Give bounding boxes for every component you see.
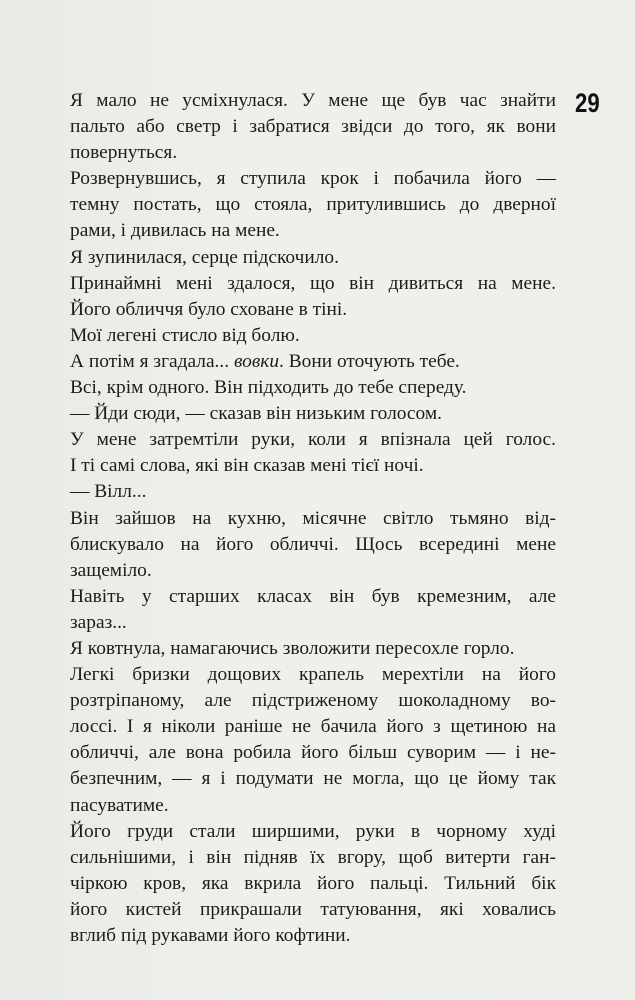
text-line: сильнішими, і він підняв їх вгору, щоб витерти ган- — [70, 846, 556, 868]
page-number: 29 — [575, 88, 600, 118]
text-line: повернуться. — [70, 142, 178, 164]
text-line: У мене затремтіли руки, коли я впізнала цей голос. — [70, 429, 556, 451]
paragraph — [70, 427, 556, 479]
text-line: блискувало на його обличчі. Щось всередині мене — [70, 533, 556, 555]
paragraph — [70, 401, 556, 427]
text-line: обличчі, але вона робила його більш суворим — і не- — [70, 742, 556, 764]
italic-word: вовки — [233, 350, 280, 372]
paragraph — [70, 375, 556, 401]
paragraph — [70, 323, 556, 349]
text-line: пальто або светр і забратися звідси до того, як вони — [70, 116, 556, 138]
text-line: І ті самі слова, які він сказав мені тієї ночі. — [70, 455, 424, 477]
paragraph — [70, 479, 556, 505]
paragraph — [70, 349, 556, 375]
text-line: защеміло. — [70, 559, 152, 581]
text-line: Він зайшов на кухню, місячне світло тьмяно від- — [70, 507, 556, 529]
text-line: рами, і дивилась на мене. — [70, 220, 280, 242]
body-text — [70, 88, 556, 949]
text-line: темну постать, що стояла, притулившись до дверної — [70, 194, 556, 216]
paragraph — [70, 636, 556, 662]
paragraph — [70, 662, 556, 819]
text-segment: А потім я згадала... — [70, 350, 230, 372]
text-line: його кистей прикрашали татуювання, які ховались — [70, 898, 556, 920]
text-line: розтріпаному, але підстриженому шоколадному во- — [70, 690, 556, 712]
paragraph — [70, 271, 556, 323]
paragraph — [70, 506, 556, 584]
text-line: Я ковтнула, намагаючись зволожити пересохле горло. — [70, 637, 515, 659]
text-line: лоссі. І я ніколи раніше не бачила його з щетиною на — [70, 716, 556, 738]
paragraph — [70, 819, 556, 949]
text-line: безпечним, — я і подумати не могла, що це йому так — [70, 768, 556, 790]
paragraph — [70, 584, 556, 636]
paragraph — [70, 166, 556, 244]
text-line: Його груди стали ширшими, руки в чорному худі — [70, 820, 556, 842]
text-line: Я зупинилася, серце підскочило. — [70, 246, 339, 268]
text-line: чіркою кров, яка вкрила його пальці. Тильний бік — [70, 872, 556, 894]
text-line: Всі, крім одного. Він підходить до тебе спереду. — [70, 377, 467, 399]
text-line: Розвернувшись, я ступила крок і побачила його — — [70, 168, 556, 190]
text-line: — Йди сюди, — сказав він низьким голосом. — [70, 403, 442, 425]
paragraph — [70, 88, 556, 166]
text-line: — Вілл... — [70, 481, 147, 503]
text-line — [70, 349, 556, 375]
text-line: Його обличчя було сховане в тіні. — [70, 298, 348, 320]
text-line: зараз... — [70, 611, 127, 633]
text-line: Мої легені стисло від болю. — [70, 324, 300, 346]
text-line: пасуватиме. — [70, 794, 169, 816]
text-line: Легкі бризки дощових крапель мерехтіли на його — [70, 664, 556, 686]
text-line: вглиб під рукавами його кофтини. — [70, 925, 351, 946]
text-line: Я мало не усміхнулася. У мене ще був час знайти — [70, 90, 556, 111]
text-line: Навіть у старших класах він був кремезним, але — [70, 585, 556, 607]
text-line: Принаймні мені здалося, що він дивиться на мене. — [70, 272, 556, 294]
paragraph — [70, 245, 556, 271]
text-segment: . Вони оточують тебе. — [279, 350, 460, 372]
